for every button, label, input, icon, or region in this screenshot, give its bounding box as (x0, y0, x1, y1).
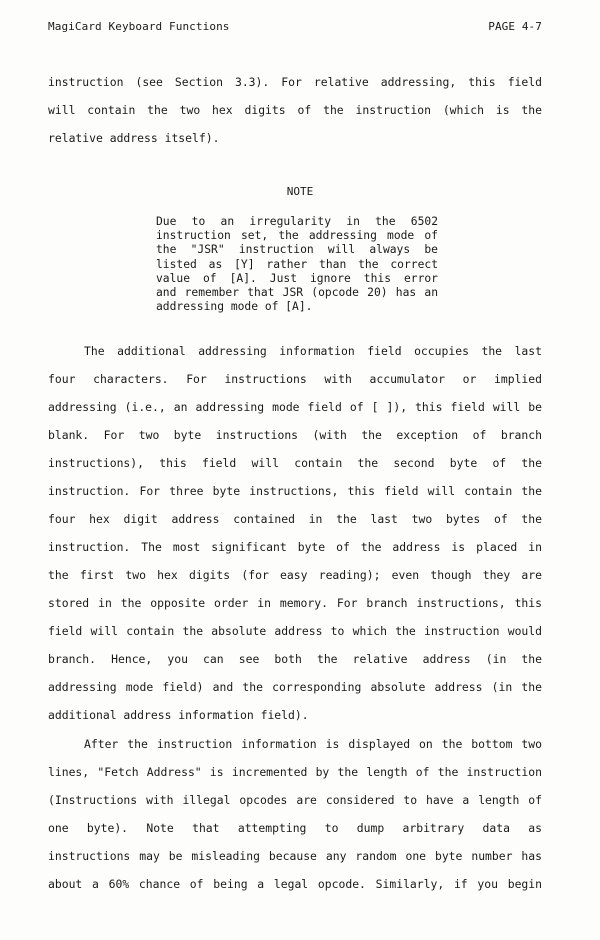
note-box (156, 215, 438, 314)
paragraph-line: instructions), this field will contain the second byte of the (48, 456, 542, 470)
paragraph-line: about a 60% chance of being a legal opcode. Similarly, if you begin (48, 877, 542, 891)
paragraph-line: instruction. For three byte instructions, this field will contain the (48, 484, 542, 498)
paragraph-line: branch. Hence, you can see both the relative address (in the (48, 652, 542, 666)
paragraph-line: instruction (see Section 3.3). For relative addressing, this field (48, 75, 542, 89)
paragraph-line: relative address itself). (48, 131, 220, 145)
paragraph-line: additional address information field). (48, 708, 309, 722)
paragraph-line: addressing (i.e., an addressing mode field of [ ]), this field will be (48, 400, 542, 414)
paragraph-line: field will contain the absolute address to which the instruction would (48, 624, 542, 638)
paragraph-line: will contain the two hex digits of the instruction (which is the (48, 103, 542, 117)
note-line: the "JSR" instruction will always be (156, 243, 438, 257)
note-line: addressing mode of [A]. (156, 300, 313, 314)
paragraph-line: four hex digit address contained in the last two bytes of the (48, 512, 542, 526)
note-line: and remember that JSR (opcode 20) has an (156, 285, 438, 299)
paragraph-line: The additional addressing information field occupies the last (84, 344, 542, 358)
paragraph-line: (Instructions with illegal opcodes are considered to have a length of (48, 793, 542, 807)
paragraph-additional-addressing (48, 337, 542, 729)
page-number: PAGE 4-7 (488, 20, 542, 33)
paragraph-line: addressing mode field) and the corresponding absolute address (in the (48, 680, 542, 694)
paragraph-relative-addressing (48, 68, 542, 152)
note-line: listed as [Y] rather than the correct (156, 257, 438, 271)
document-title: MagiCard Keyboard Functions (48, 20, 230, 33)
paragraph-line: one byte). Note that attempting to dump arbitrary data as (48, 821, 542, 835)
paragraph-fetch-address (48, 730, 542, 898)
paragraph-line: the first two hex digits (for easy reading); even though they are (48, 568, 542, 582)
paragraph-line: After the instruction information is displayed on the bottom two (84, 737, 542, 751)
paragraph-line: instructions may be misleading because any random one byte number has (48, 849, 542, 863)
note-heading: NOTE (286, 185, 314, 198)
paragraph-line: four characters. For instructions with accumulator or implied (48, 372, 542, 386)
paragraph-line: instruction. The most significant byte of the address is placed in (48, 540, 542, 554)
note-line: Due to an irregularity in the 6502 (156, 215, 438, 228)
paragraph-line: blank. For two byte instructions (with the exception of branch (48, 428, 542, 442)
paragraph-line: lines, "Fetch Address" is incremented by the length of the instruction (48, 765, 542, 779)
paragraph-line: stored in the opposite order in memory. For branch instructions, this (48, 596, 542, 610)
note-line: value of [A]. Just ignore this error (156, 271, 438, 285)
note-line: instruction set, the addressing mode of (156, 229, 438, 243)
